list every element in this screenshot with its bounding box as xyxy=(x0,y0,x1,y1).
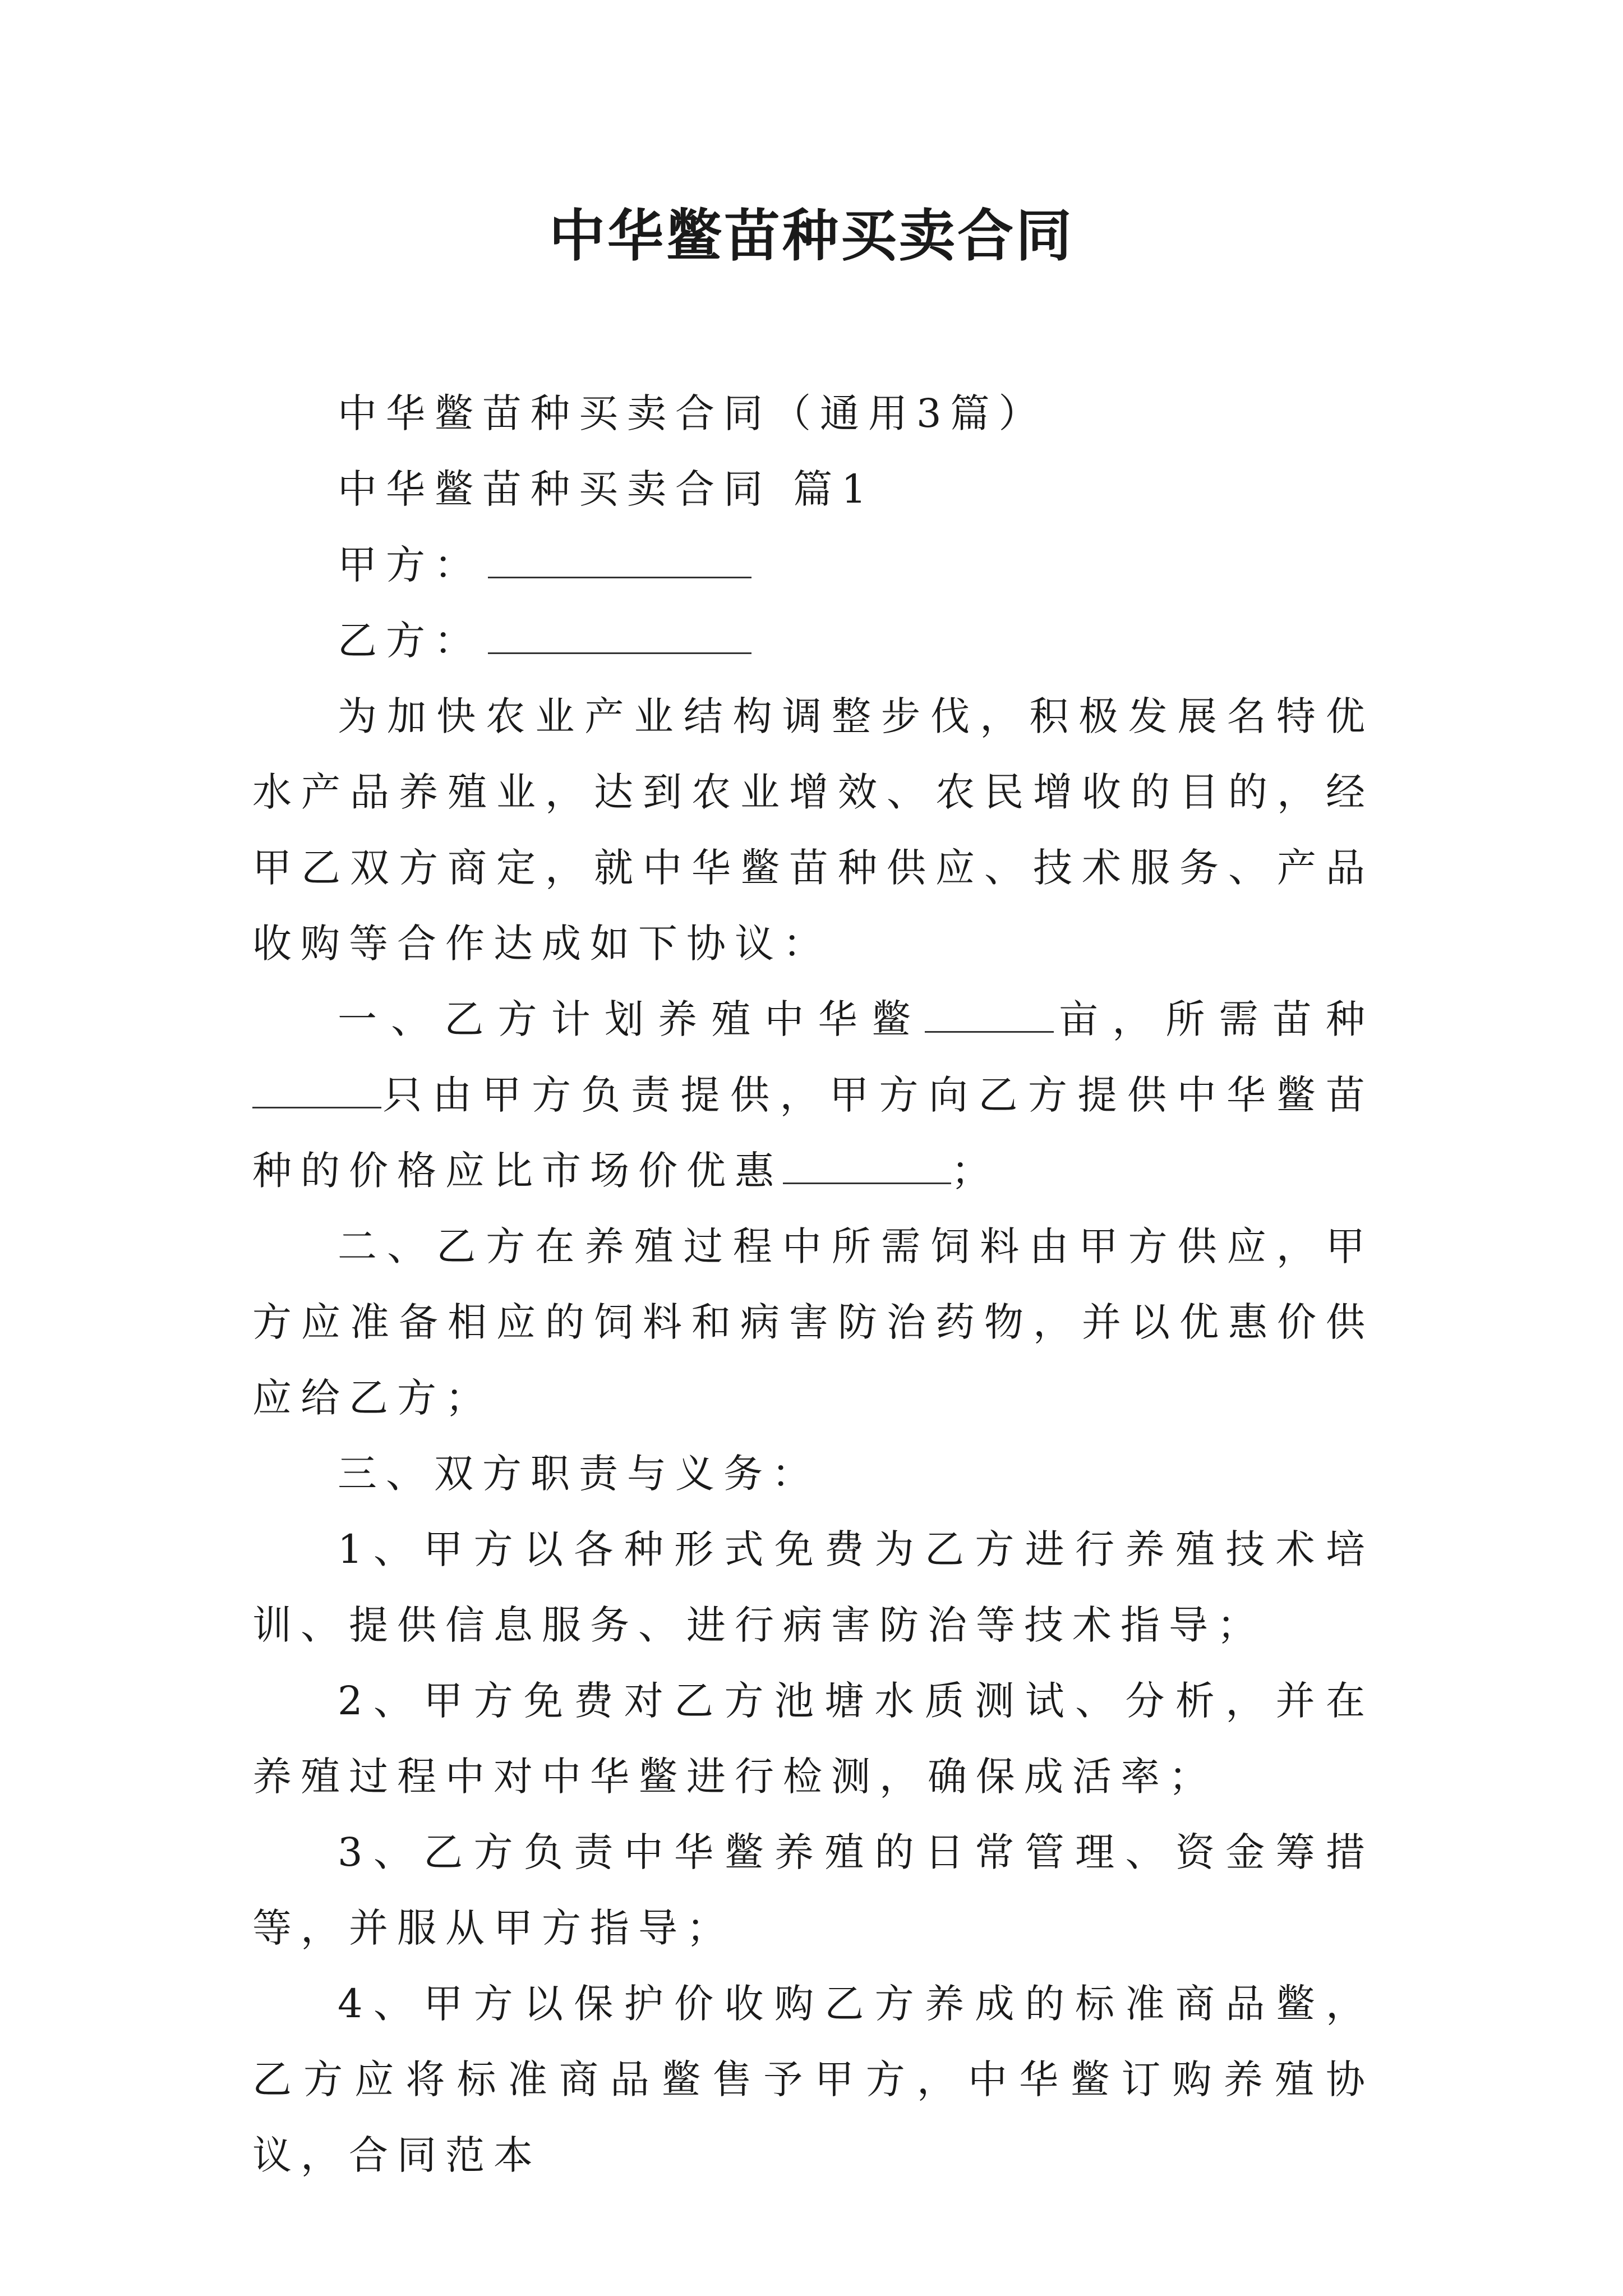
subclause-3-paragraph: 3、乙方负责中华鳖养殖的日常管理、资金筹措等，并服从甲方指导； xyxy=(252,1829,1374,1951)
party-b-line xyxy=(252,603,1374,679)
clause-1-text-d: ； xyxy=(951,1148,999,1194)
party-a-line xyxy=(252,527,1374,603)
clause-1-text-b: 亩，所需苗种 xyxy=(1053,996,1375,1042)
clause-1-text-c: 只由甲方负责提供，甲方向乙方提供中华鳖苗种的价格应比市场价优惠 xyxy=(252,1072,1374,1194)
section-heading: 中华鳖苗种买卖合同 篇1 xyxy=(338,466,875,512)
document-subtitle: 中华鳖苗种买卖合同（通用3篇） xyxy=(338,390,1047,436)
subclause-4-paragraph: 4、甲方以保护价收购乙方养成的标准商品鳖，乙方应将标准商品鳖售予甲方，中华鳖订购养殖协议，合同范本 xyxy=(252,1981,1374,2178)
clause-1-paragraph xyxy=(252,982,1374,1209)
discount-blank xyxy=(783,1143,951,1184)
intro-paragraph: 为加快农业产业结构调整步伐，积极发展名特优水产品养殖业，达到农业增效、农民增收的目的，经甲乙双方商定，就中华鳖苗种供应、技术服务、产品收购等合作达成如下协议： xyxy=(252,693,1374,967)
document-body xyxy=(252,376,1374,2193)
party-b-blank xyxy=(488,613,751,654)
party-b-label: 乙方： xyxy=(338,618,482,664)
subclause-2-paragraph: 2、甲方免费对乙方池塘水质测试、分析，并在养殖过程中对中华鳖进行检测，确保成活率； xyxy=(252,1678,1374,1800)
clause-2-paragraph: 二、乙方在养殖过程中所需饲料由甲方供应，甲方应准备相应的饲料和病害防治药物，并以优惠价供应给乙方； xyxy=(252,1223,1374,1421)
clause-3-heading: 三、双方职责与义务： xyxy=(338,1451,820,1497)
acreage-blank xyxy=(925,992,1054,1033)
clause-1-text-a: 一、乙方计划养殖中华鳖 xyxy=(338,996,925,1042)
document-title: 中华鳖苗种买卖合同 xyxy=(549,203,1074,269)
subclause-1-paragraph: 1、甲方以各种形式免费为乙方进行养殖技术培训、提供信息服务、进行病害防治等技术指导； xyxy=(252,1526,1374,1648)
seedling-count-blank xyxy=(252,1068,381,1108)
party-a-blank xyxy=(488,537,751,578)
party-a-label: 甲方： xyxy=(338,542,482,588)
